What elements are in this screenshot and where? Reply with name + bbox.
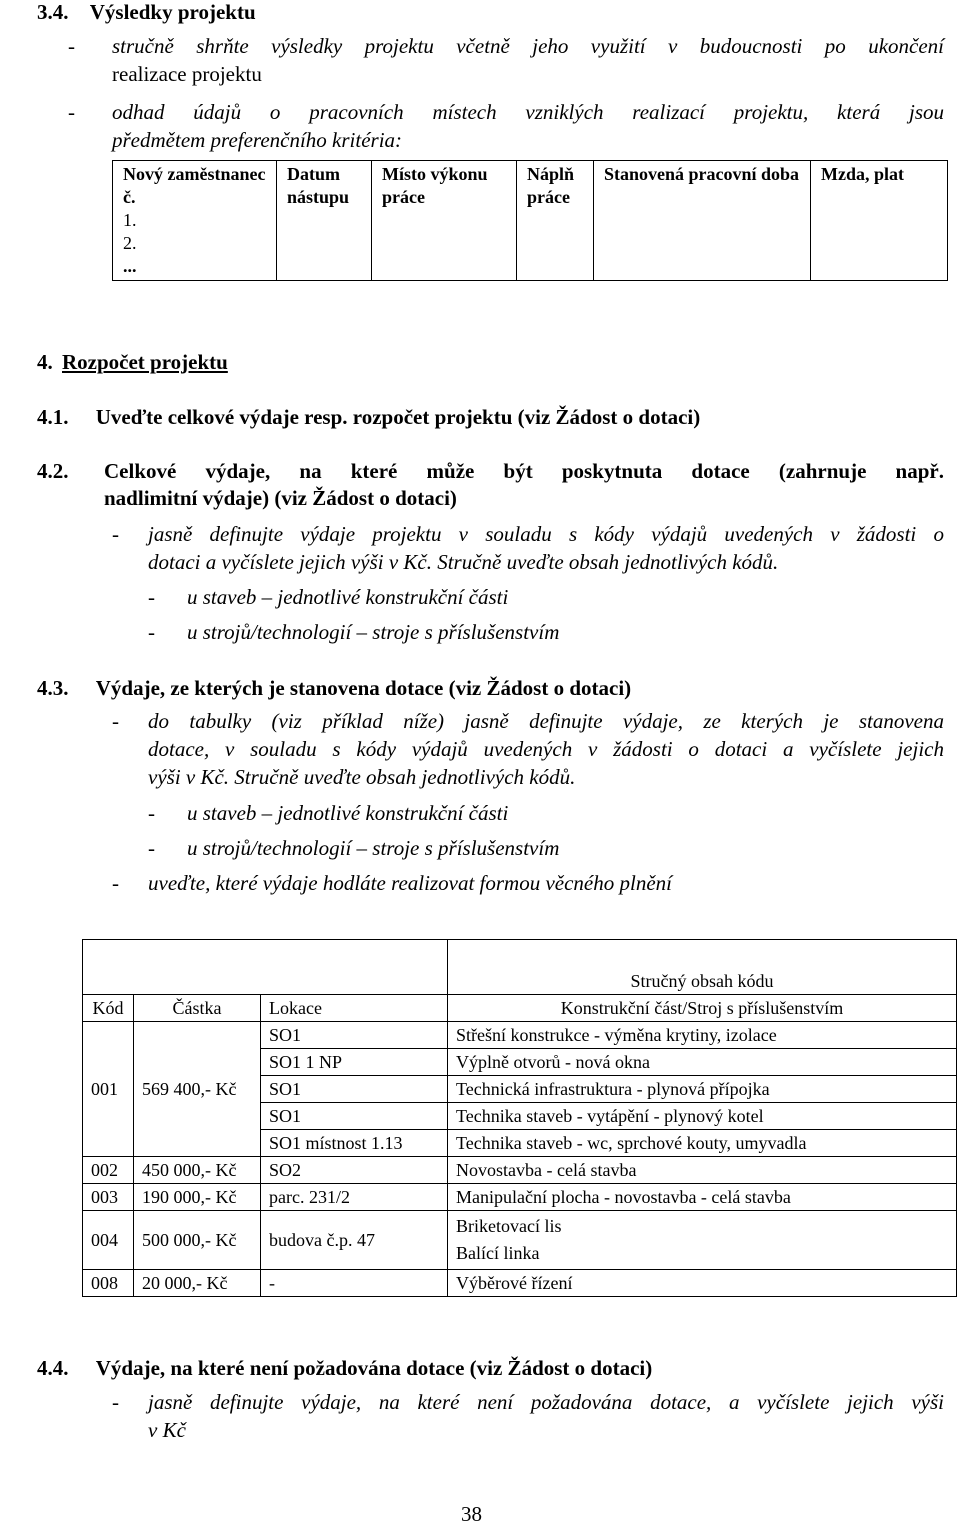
code-cell: 008 [83,1270,134,1297]
paragraph-line: předmětem preferenčního kritéria: [112,128,403,152]
description-cell: Technika staveb - wc, sprchové kouty, umyvadla [448,1130,957,1157]
section-title: Výsledky projektu [89,0,256,24]
paragraph-line: dotaci a vyčíslete jejich výši v Kč. Stručně uveďte obsah jednotlivých kódů. [148,550,779,574]
column-header: Lokace [261,995,448,1022]
section-number: 4.2. [37,459,69,483]
paragraph-line: odhad údajů o pracovních místech vzniklých realizací projektu, která jsou [112,100,944,124]
employee-table-cell [372,161,517,281]
row-number: 1. [123,210,137,230]
employee-table-cell [811,161,948,281]
paragraph-line: uveďte, které výdaje hodláte realizovat formou věcného plnění [148,871,672,895]
description-cell: Výplně otvorů - nová okna [448,1049,957,1076]
code-cell: 001 [83,1022,134,1157]
table-cell [448,940,957,995]
location-cell: SO1 [261,1076,448,1103]
location-cell: SO1 [261,1022,448,1049]
location-cell: - [261,1270,448,1297]
bullet-dash: - [112,522,119,546]
column-header: Kód [83,995,134,1022]
description-cell: Technická infrastruktura - plynová přípojka [448,1076,957,1103]
employee-table [112,160,948,281]
page-number: 38 [461,1502,482,1526]
header-label: Náplň práce [527,164,575,207]
code-cell: 004 [83,1211,134,1270]
paragraph-line: výši v Kč. Stručně uveďte obsah jednotlivých kódů. [148,765,576,789]
column-header: Konstrukční část/Stroj s příslušenstvím [448,995,957,1022]
amount-cell: 500 000,- Kč [134,1211,261,1270]
employee-table-cell [113,161,277,281]
table-row [83,1211,957,1270]
employee-table-cell [277,161,372,281]
paragraph-line: u staveb – jednotlivé konstrukční části [187,585,509,609]
location-cell: parc. 231/2 [261,1184,448,1211]
table-header-row [83,995,957,1022]
group-header: Stručný obsah kódu [630,971,774,991]
bullet-dash: - [148,836,155,860]
section-number: 4.1. [37,405,69,429]
description-cell: Výběrové řízení [448,1270,957,1297]
location-cell: SO1 1 NP [261,1049,448,1076]
section-4-1-heading [37,405,700,430]
section-number: 4.4. [37,1356,69,1380]
section-title: Výdaje, ze kterých je stanovena dotace (viz Žádost o dotaci) [95,676,632,700]
description-cell: Technika staveb - vytápění - plynový kotel [448,1103,957,1130]
section-title: Uveďte celkové výdaje resp. rozpočet projektu (viz Žádost o dotaci) [95,405,701,429]
paragraph-line: do tabulky (viz příklad níže) jasně definujte výdaje, ze kterých je stanovena [148,709,944,733]
table-row [83,1184,957,1211]
table-row [83,1270,957,1297]
section-4-heading [37,350,228,375]
section-number: 4. [37,350,53,374]
bullet-dash: - [148,585,155,609]
section-3-4-heading [37,0,256,25]
amount-cell: 20 000,- Kč [134,1270,261,1297]
location-cell: SO1 [261,1103,448,1130]
bullet-dash: - [112,709,119,733]
section-number: 4.3. [37,676,69,700]
paragraph-line: v Kč [148,1418,186,1442]
header-label: Stanovená pracovní doba [604,164,800,184]
section-title: Výdaje, na které není požadována dotace (viz Žádost o dotaci) [95,1356,653,1380]
paragraph-line: u staveb – jednotlivé konstrukční části [187,801,509,825]
table-cell [83,940,448,995]
section-4-3-heading [37,676,631,701]
amount-cell: 450 000,- Kč [134,1157,261,1184]
employee-table-cell [594,161,811,281]
section-4-4-heading [37,1356,652,1381]
row-number: 2. [123,233,137,253]
description-cell: Manipulační plocha - novostavba - celá stavba [448,1184,957,1211]
paragraph-line: jasně definujte výdaje, na které není požadována dotace, a vyčíslete jejich výši [148,1390,944,1414]
header-label: Nový zaměstnanec č. [123,164,266,207]
header-label: Místo výkonu práce [382,164,488,207]
paragraph-line: dotace, v souladu s kódy výdajů uvedených v žádosti o dotaci a vyčíslete jejich [148,737,944,761]
description-cell: Střešní konstrukce - výměna krytiny, izolace [448,1022,957,1049]
amount-cell: 569 400,- Kč [134,1022,261,1157]
location-cell: SO2 [261,1157,448,1184]
bullet-dash: - [148,801,155,825]
code-cell: 003 [83,1184,134,1211]
column-header: Částka [134,995,261,1022]
header-label: Mzda, plat [821,164,904,184]
expense-code-table [82,939,957,1297]
row-number: ... [123,256,137,276]
header-label: Datum nástupu [287,164,350,207]
location-cell: budova č.p. 47 [261,1211,448,1270]
paragraph-line: stručně shrňte výsledky projektu včetně jeho využití v budoucnosti po ukončení [112,34,944,58]
section-title: nadlimitní výdaje) (viz Žádost o dotaci) [104,486,457,510]
bullet-dash: - [112,1390,119,1414]
amount-cell: 190 000,- Kč [134,1184,261,1211]
employee-table-cell [517,161,594,281]
description-line: Balící linka [456,1243,540,1263]
description-cell: Novostavba - celá stavba [448,1157,957,1184]
section-title: Rozpočet projektu [62,350,228,374]
table-row [83,1157,957,1184]
paragraph-line: u strojů/technologií – stroje s příslušenstvím [187,836,560,860]
paragraph-line: jasně definujte výdaje projektu v souladu s kódy výdajů uvedených v žádosti o [148,522,944,546]
bullet-dash: - [68,34,75,58]
bullet-dash: - [112,871,119,895]
code-cell: 002 [83,1157,134,1184]
paragraph-line: realizace projektu [112,62,262,86]
section-title: Celkové výdaje, na které může být poskytnuta dotace (zahrnuje např. [104,459,944,483]
paragraph-line: u strojů/technologií – stroje s příslušenstvím [187,620,560,644]
table-row [83,1022,957,1049]
location-cell: SO1 místnost 1.13 [261,1130,448,1157]
bullet-dash: - [148,620,155,644]
bullet-dash: - [68,100,75,124]
description-cell [448,1211,957,1270]
description-line: Briketovací lis [456,1216,562,1236]
section-number: 3.4. [37,0,69,24]
